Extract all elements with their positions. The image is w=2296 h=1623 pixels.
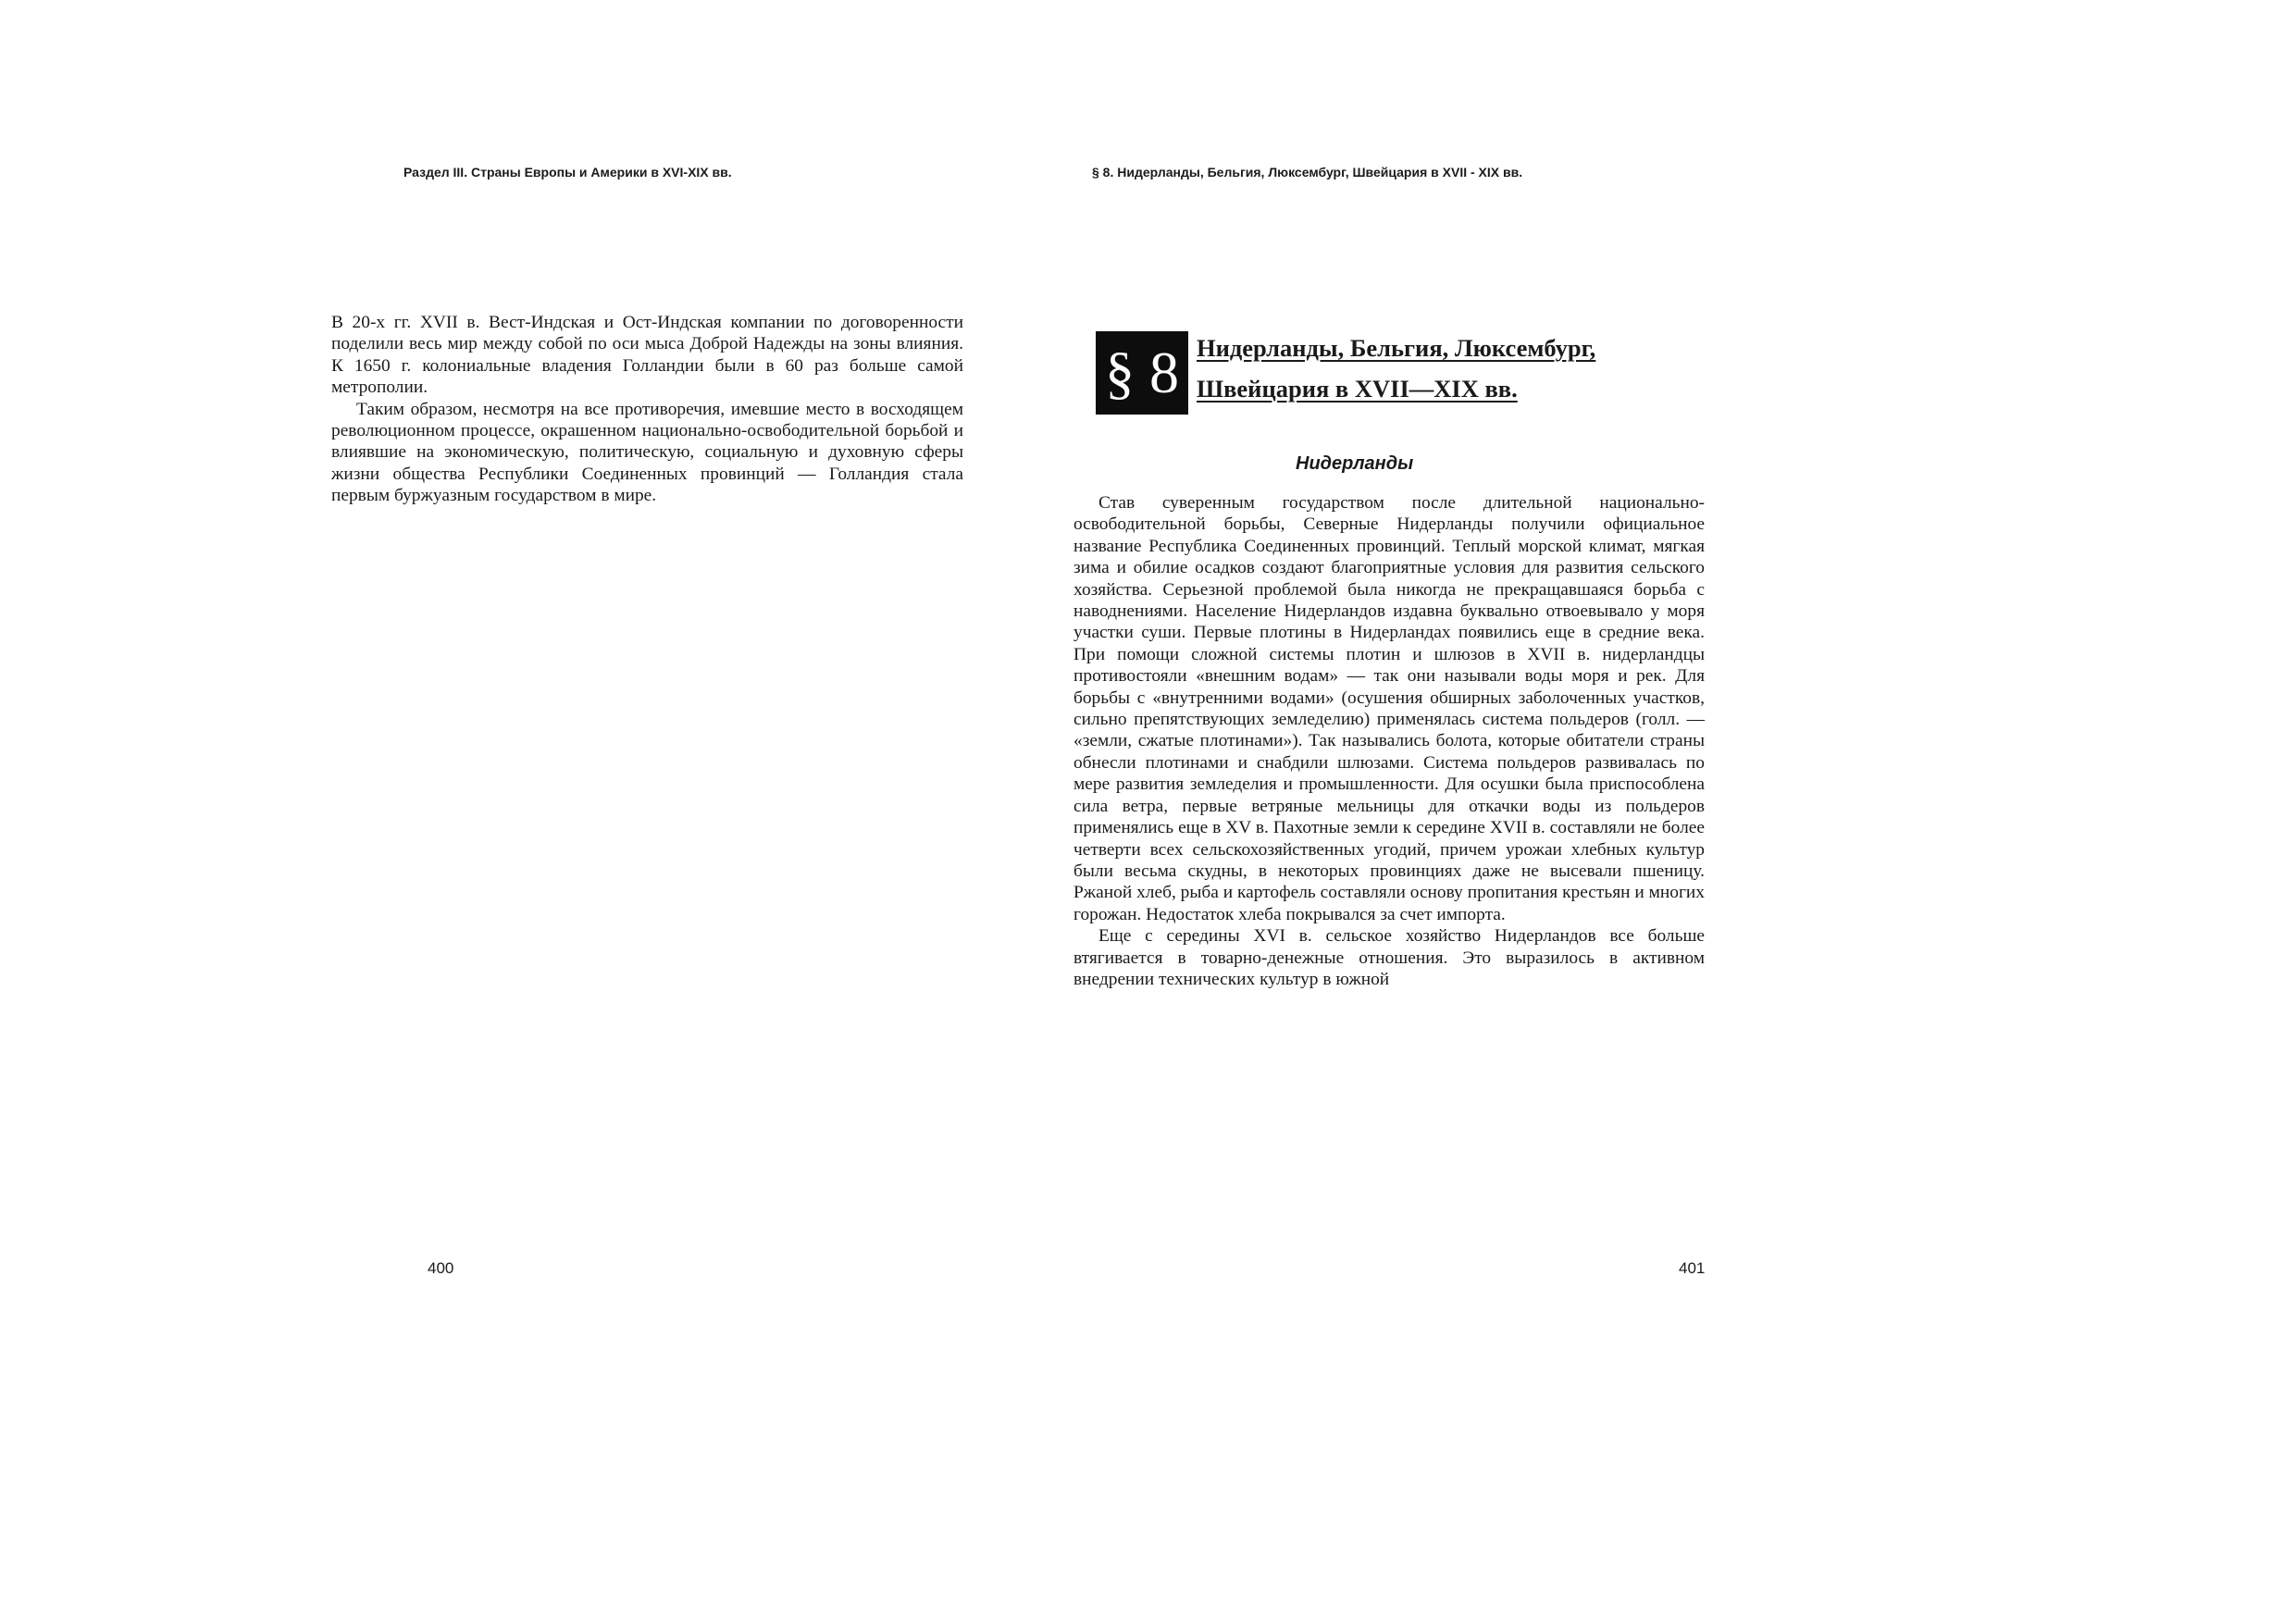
chapter-title-line-1: Нидерланды, Бельгия, Люксембург, — [1197, 334, 1596, 362]
left-page — [0, 0, 1111, 1623]
running-head-right: § 8. Нидерланды, Бельгия, Люксембург, Швейцария в XVII - XIX вв. — [1092, 165, 1523, 180]
page-number-left: 400 — [428, 1259, 454, 1277]
left-paragraph-1: В 20-х гг. XVII в. Вест-Индская и Ост-Индская компании по договоренности поделили весь мир между собой по оси мыса Доброй Надежды на зоны влияния. К 1650 г. колониальные владения Голландии были в 60 раз больше самой метрополии. — [331, 313, 963, 398]
left-body-text — [331, 312, 963, 507]
right-body-text — [1074, 492, 1705, 990]
subsection-title: Нидерланды — [1296, 453, 1414, 474]
chapter-title — [1197, 328, 1715, 409]
right-page — [1074, 0, 2296, 1623]
page-number-right: 401 — [1679, 1259, 1706, 1277]
right-paragraph-1: Став суверенным государством после длительной национально-освободительной борьбы, Северные Нидерланды получили официальное название Республика Соединенных провинций. Теплый морской климат, мягкая зима и обилие осадков создают благоприятные условия для развития сельского хозяйства. Серьезной проблемой была никогда не прекращавшаяся борьба с наводнениями. Население Нидерландов издавна буквально отвоевывало у моря участки суши. Первые плотины в Нидерландах появились еще в средние века. При помощи сложной системы плотин и шлюзов в XVII в. нидерландцы противостояли «внешним водам» — так они называли воды моря и рек. Для борьбы с «внутренними водами» (осушения обширных заболоченных участков, сильно препятствующих земледелию) применялась система польдеров (голл. — «земли, сжатые плотинами»). Так назывались болота, которые обитатели страны обнесли плотинами и снабдили шлюзами. Система польдеров развивалась по мере развития земледелия и промышленности. Для осушки была приспособлена сила ветра, первые ветряные мельницы для откачки воды из польдеров применялись еще в XV в. Пахотные земли к середине XVII в. составляли не более четверти всех сельскохозяйственных угодий, причем урожаи хлебных культур были весьма скудны, в некоторых провинциях даже не высевали пшеницу. Ржаной хлеб, рыба и картофель составляли основу пропитания крестьян и многих горожан. Недостаток хлеба покрывался за счет импорта. — [1074, 493, 1705, 924]
section-number-badge: § 8 — [1096, 331, 1188, 415]
chapter-title-line-2: Швейцария в XVII—XIX вв. — [1197, 375, 1518, 403]
right-paragraph-2: Еще с середины XVI в. сельское хозяйство Нидерландов все больше втягивается в товарно-денежные отношения. Это выразилось в активном внедрении технических культур в южной — [1074, 926, 1705, 989]
running-head-left: Раздел III. Страны Европы и Америки в XVI-XIX вв. — [403, 165, 732, 180]
left-paragraph-2: Таким образом, несмотря на все противоречия, имевшие место в восходящем революционном процессе, окрашенном национально-освободительной борьбой и влиявшие на экономическую, политическую, социальную и духовную сферы жизни общества Республики Соединенных провинций — Голландия стала первым буржуазным государством в мире. — [331, 399, 963, 506]
